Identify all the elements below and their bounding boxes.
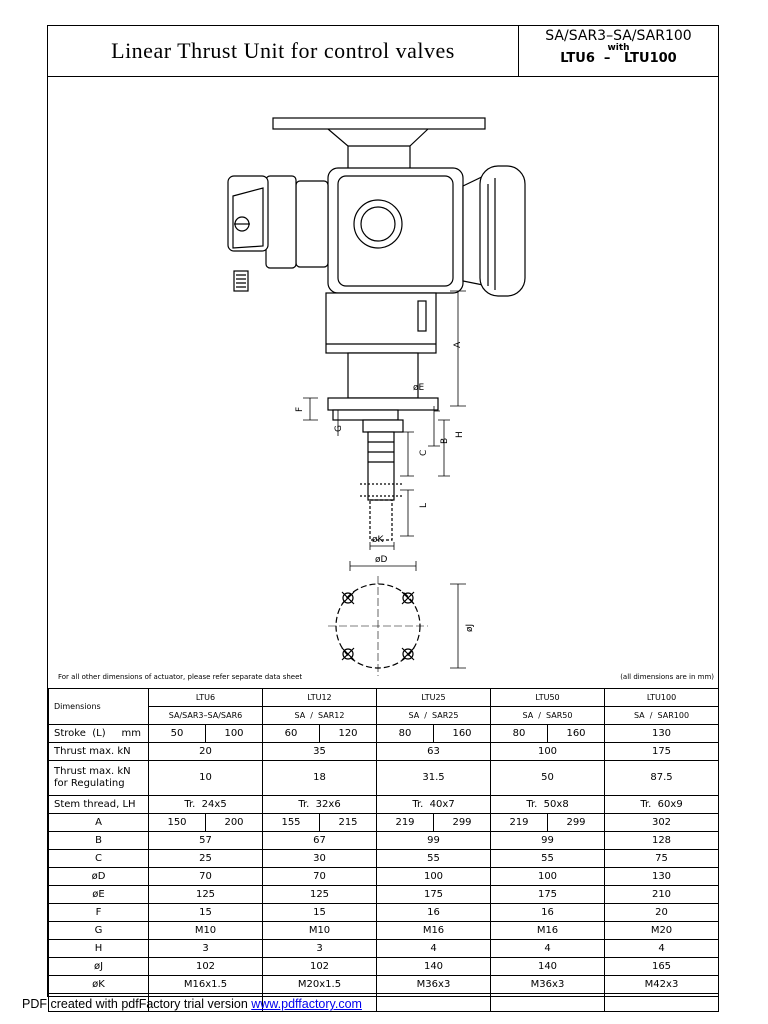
units-note: (all dimensions are in mm)	[620, 673, 714, 681]
label-K: øK	[372, 535, 384, 545]
label-D: øD	[375, 555, 388, 565]
with-label: with	[607, 43, 630, 53]
label-H: H	[455, 431, 465, 438]
handwheel	[273, 118, 485, 129]
table-row: B 57 67 99 99 128	[49, 832, 719, 850]
table-row: øD 70 70 100 100 130	[49, 868, 719, 886]
table-row: Stroke (L) mm 50 100 60 120 80 160 80 160 130	[49, 725, 719, 743]
dimension-note: For all other dimensions of actuator, please refer separate data sheet	[58, 673, 303, 681]
table-row: øJ 102 102 140 140 165	[49, 958, 719, 976]
label-F: F	[295, 406, 305, 412]
mounting-flange	[328, 398, 438, 410]
unit-range: LTU6 – LTU100	[560, 51, 677, 66]
table-row: øK M16x1.5 M20x1.5 M36x3 M36x3 M42x3	[49, 976, 719, 994]
document-title: Linear Thrust Unit for control valves	[48, 26, 519, 76]
label-A: A	[453, 341, 463, 348]
table-row: H 3 3 4 4 4	[49, 940, 719, 958]
table-row: G M10 M10 M16 M16 M20	[49, 922, 719, 940]
table-row: F 15 15 16 16 20	[49, 904, 719, 922]
model-range	[519, 26, 718, 76]
table-row: Dimensions LTU6 LTU12 LTU25 LTU50 LTU100	[49, 689, 719, 707]
datasheet-frame	[47, 25, 719, 997]
label-G: G	[334, 425, 344, 432]
motor	[480, 166, 525, 296]
table-row: øE 125 125 175 175 210	[49, 886, 719, 904]
label-L: L	[419, 502, 429, 508]
table-row: Thrust max. kN 20 35 63 100 175	[49, 743, 719, 761]
label-C: C	[419, 449, 429, 456]
dimensions-header: Dimensions	[49, 689, 149, 725]
label-J: øJ	[465, 623, 475, 632]
pdf-footer: PDF created with pdfFactory trial version www.pdffactory.com	[22, 997, 362, 1011]
table-row: SA/SAR3–SA/SAR6 SA / SAR12 SA / SAR25 SA / SAR50 SA / SAR100	[49, 707, 719, 725]
label-E: øE	[413, 383, 425, 393]
table-row: A 150 200 155 215 219 299 219 299 302	[49, 814, 719, 832]
table-row: Thrust max. kN for Regulating 10 18 31.5 50 87.5	[49, 761, 719, 796]
title-block	[48, 26, 718, 77]
table-row: Stem thread, LH Tr. 24x5 Tr. 32x6 Tr. 40x7 Tr. 50x8 Tr. 60x9	[49, 796, 719, 814]
technical-drawing	[48, 76, 718, 686]
dimensions-table	[48, 688, 719, 1012]
actuator-range: SA/SAR3–SA/SAR100	[545, 28, 692, 44]
label-B: B	[440, 437, 450, 444]
table-row: C 25 30 55 55 75	[49, 850, 719, 868]
pdffactory-link[interactable]: www.pdffactory.com	[251, 997, 362, 1011]
thrust-column	[348, 353, 418, 398]
terminal-box	[228, 176, 268, 251]
